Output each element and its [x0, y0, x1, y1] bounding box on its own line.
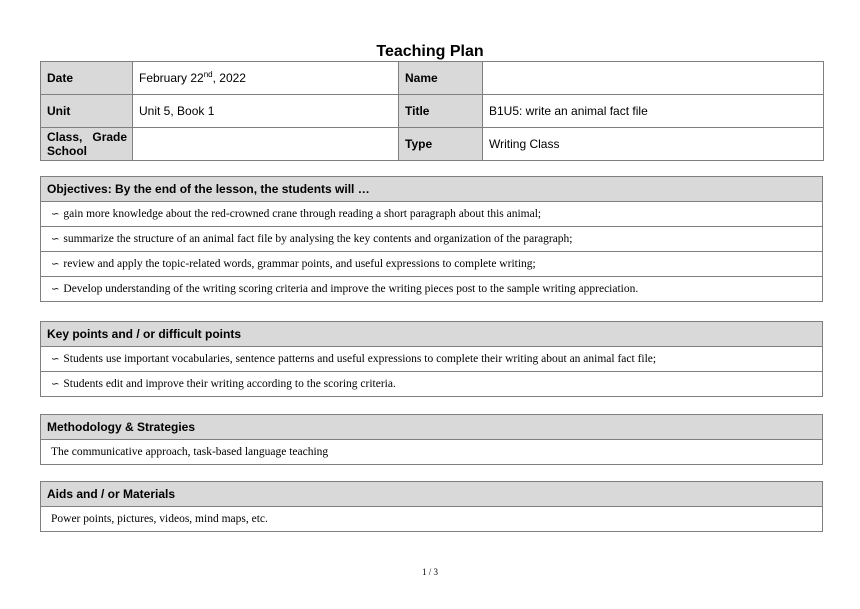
aids-header: Aids and / or Materials — [41, 482, 823, 507]
date-day: February 22 — [139, 71, 204, 85]
methodology-text: The communicative approach, task-based language teaching — [41, 440, 823, 465]
objective-text: Develop understanding of the writing scoring criteria and improve the writing pieces post to the sample writing appreciation. — [63, 283, 639, 295]
type-value: Writing Class — [483, 128, 824, 161]
date-suffix: nd — [203, 70, 213, 79]
objective-text: summarize the structure of an animal fact file by analysing the key contents and organization of the paragraph; — [63, 233, 573, 245]
key-point-item — [41, 347, 823, 372]
class-grade-school-label — [41, 128, 133, 161]
date-year: , 2022 — [212, 71, 246, 85]
objective-item — [41, 202, 823, 227]
info-row-unit — [41, 95, 824, 128]
key-point-item — [41, 372, 823, 397]
date-value — [133, 62, 399, 95]
bullet-icon: ∽ — [51, 284, 60, 295]
date-label: Date — [41, 62, 133, 95]
objective-item — [41, 227, 823, 252]
key-point-text: Students use important vocabularies, sentence patterns and useful expressions to complete their writing about an animal fact file; — [63, 353, 657, 365]
name-value — [483, 62, 824, 95]
title-value: B1U5: write an animal fact file — [483, 95, 824, 128]
title-label: Title — [399, 95, 483, 128]
methodology-header: Methodology & Strategies — [41, 415, 823, 440]
info-row-date — [41, 62, 824, 95]
class-value — [133, 128, 399, 161]
objectives-table — [40, 176, 823, 302]
page-title: Teaching Plan — [376, 43, 484, 60]
aids-table — [40, 481, 823, 532]
unit-value: Unit 5, Book 1 — [133, 95, 399, 128]
bullet-icon: ∽ — [51, 379, 60, 390]
unit-label: Unit — [41, 95, 133, 128]
name-label: Name — [399, 62, 483, 95]
key-point-text: Students edit and improve their writing according to the scoring criteria. — [63, 378, 396, 390]
key-points-table — [40, 321, 823, 397]
objective-item — [41, 277, 823, 302]
bullet-icon: ∽ — [51, 259, 60, 270]
methodology-table — [40, 414, 823, 465]
aids-text: Power points, pictures, videos, mind maps, etc. — [41, 507, 823, 532]
page-number: 1 / 3 — [421, 567, 438, 577]
key-points-header: Key points and / or difficult points — [41, 322, 823, 347]
info-table — [40, 61, 824, 161]
objective-item — [41, 252, 823, 277]
class-label-line1: Class, Grade — [47, 130, 128, 144]
objective-text: gain more knowledge about the red-crowned crane through reading a short paragraph about this animal; — [63, 208, 542, 220]
bullet-icon: ∽ — [51, 354, 60, 365]
bullet-icon: ∽ — [51, 209, 60, 220]
bullet-icon: ∽ — [51, 234, 60, 245]
objectives-header: Objectives: By the end of the lesson, the students will … — [41, 177, 823, 202]
objective-text: review and apply the topic-related words, grammar points, and useful expressions to complete writing; — [63, 258, 536, 270]
info-row-class — [41, 128, 824, 161]
type-label: Type — [399, 128, 483, 161]
class-label-line2: School — [47, 144, 88, 158]
